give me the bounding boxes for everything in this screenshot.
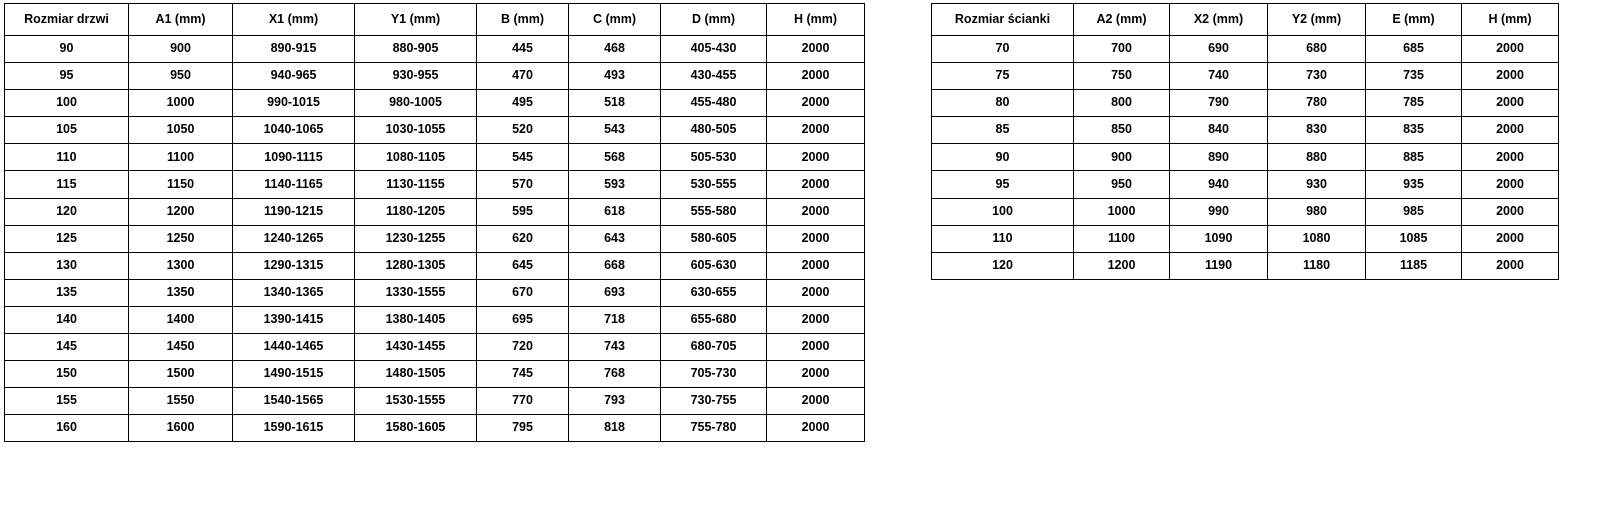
cell: 1350: [129, 279, 233, 306]
wall-table-body: [932, 36, 1559, 280]
cell: 1190-1215: [233, 198, 355, 225]
cell: 630-655: [661, 279, 767, 306]
cell: 2000: [767, 198, 865, 225]
cell: 130: [5, 252, 129, 279]
column-header-e: E (mm): [1366, 4, 1462, 36]
cell: 570: [477, 171, 569, 198]
cell: 1100: [129, 144, 233, 171]
cell: 985: [1366, 198, 1462, 225]
cell: 745: [477, 361, 569, 388]
cell: 655-680: [661, 306, 767, 333]
cell: 90: [932, 144, 1074, 171]
cell: 2000: [767, 171, 865, 198]
cell: 2000: [767, 388, 865, 415]
cell: 543: [569, 117, 661, 144]
cell: 940: [1170, 171, 1268, 198]
cell: 990: [1170, 198, 1268, 225]
cell: 518: [569, 90, 661, 117]
cell: 1430-1455: [355, 334, 477, 361]
cell: 690: [1170, 36, 1268, 63]
table-row: [5, 388, 865, 415]
cell: 470: [477, 63, 569, 90]
cell: 890-915: [233, 36, 355, 63]
cell: 120: [5, 198, 129, 225]
column-header-h: H (mm): [767, 4, 865, 36]
cell: 2000: [1462, 36, 1559, 63]
cell: 2000: [767, 252, 865, 279]
table-row: [5, 252, 865, 279]
cell: 730: [1268, 63, 1366, 90]
column-header-a2: A2 (mm): [1074, 4, 1170, 36]
cell: 695: [477, 306, 569, 333]
cell: 135: [5, 279, 129, 306]
cell: 100: [5, 90, 129, 117]
cell: 455-480: [661, 90, 767, 117]
cell: 720: [477, 334, 569, 361]
table-row: [5, 36, 865, 63]
cell: 790: [1170, 90, 1268, 117]
table-header-row: [5, 4, 865, 36]
table-row: [5, 171, 865, 198]
column-header-c: C (mm): [569, 4, 661, 36]
cell: 140: [5, 306, 129, 333]
column-header-h: H (mm): [1462, 4, 1559, 36]
cell: 1490-1515: [233, 361, 355, 388]
cell: 1540-1565: [233, 388, 355, 415]
cell: 1400: [129, 306, 233, 333]
cell: 1300: [129, 252, 233, 279]
cell: 1080: [1268, 225, 1366, 252]
cell: 900: [1074, 144, 1170, 171]
table-row: [5, 90, 865, 117]
cell: 885: [1366, 144, 1462, 171]
column-header-a1: A1 (mm): [129, 4, 233, 36]
cell: 2000: [767, 117, 865, 144]
wall-panel-dimensions-table: [931, 3, 1559, 280]
cell: 2000: [1462, 252, 1559, 279]
cell: 120: [932, 252, 1074, 279]
cell: 680: [1268, 36, 1366, 63]
cell: 1000: [129, 90, 233, 117]
cell: 2000: [1462, 171, 1559, 198]
cell: 693: [569, 279, 661, 306]
cell: 1080-1105: [355, 144, 477, 171]
cell: 530-555: [661, 171, 767, 198]
cell: 1250: [129, 225, 233, 252]
column-header-b: B (mm): [477, 4, 569, 36]
cell: 1530-1555: [355, 388, 477, 415]
cell: 110: [932, 225, 1074, 252]
cell: 620: [477, 225, 569, 252]
table-row: [932, 36, 1559, 63]
cell: 145: [5, 334, 129, 361]
cell: 110: [5, 144, 129, 171]
cell: 2000: [1462, 225, 1559, 252]
cell: 1185: [1366, 252, 1462, 279]
cell: 2000: [767, 334, 865, 361]
cell: 1190: [1170, 252, 1268, 279]
cell: 705-730: [661, 361, 767, 388]
cell: 1230-1255: [355, 225, 477, 252]
table-row: [932, 63, 1559, 90]
cell: 750: [1074, 63, 1170, 90]
cell: 1000: [1074, 198, 1170, 225]
cell: 405-430: [661, 36, 767, 63]
cell: 568: [569, 144, 661, 171]
table-row: [5, 144, 865, 171]
cell: 980: [1268, 198, 1366, 225]
cell: 1030-1055: [355, 117, 477, 144]
cell: 445: [477, 36, 569, 63]
cell: 495: [477, 90, 569, 117]
door-table-body: [5, 36, 865, 442]
cell: 718: [569, 306, 661, 333]
cell: 75: [932, 63, 1074, 90]
cell: 150: [5, 361, 129, 388]
table-row: [5, 117, 865, 144]
cell: 1180: [1268, 252, 1366, 279]
cell: 1180-1205: [355, 198, 477, 225]
column-header-rozmiar-scianki: Rozmiar ścianki: [932, 4, 1074, 36]
cell: 950: [129, 63, 233, 90]
cell: 785: [1366, 90, 1462, 117]
cell: 668: [569, 252, 661, 279]
cell: 1390-1415: [233, 306, 355, 333]
cell: 780: [1268, 90, 1366, 117]
cell: 100: [932, 198, 1074, 225]
cell: 1040-1065: [233, 117, 355, 144]
cell: 95: [932, 171, 1074, 198]
cell: 493: [569, 63, 661, 90]
cell: 95: [5, 63, 129, 90]
table-row: [932, 171, 1559, 198]
column-header-d: D (mm): [661, 4, 767, 36]
cell: 2000: [767, 63, 865, 90]
cell: 900: [129, 36, 233, 63]
cell: 1140-1165: [233, 171, 355, 198]
cell: 645: [477, 252, 569, 279]
table-row: [932, 225, 1559, 252]
table-row: [5, 198, 865, 225]
table-row: [5, 361, 865, 388]
cell: 618: [569, 198, 661, 225]
cell: 743: [569, 334, 661, 361]
cell: 2000: [767, 415, 865, 442]
cell: 685: [1366, 36, 1462, 63]
cell: 430-455: [661, 63, 767, 90]
cell: 1480-1505: [355, 361, 477, 388]
cell: 990-1015: [233, 90, 355, 117]
cell: 1440-1465: [233, 334, 355, 361]
column-header-x1: X1 (mm): [233, 4, 355, 36]
cell: 835: [1366, 117, 1462, 144]
cell: 85: [932, 117, 1074, 144]
table-row: [5, 225, 865, 252]
cell: 795: [477, 415, 569, 442]
cell: 2000: [767, 90, 865, 117]
cell: 670: [477, 279, 569, 306]
column-header-y1: Y1 (mm): [355, 4, 477, 36]
cell: 818: [569, 415, 661, 442]
table-row: [932, 144, 1559, 171]
cell: 830: [1268, 117, 1366, 144]
cell: 2000: [1462, 63, 1559, 90]
door-table-header: [5, 4, 865, 36]
cell: 2000: [767, 306, 865, 333]
cell: 2000: [767, 144, 865, 171]
cell: 155: [5, 388, 129, 415]
column-header-rozmiar-drzwi: Rozmiar drzwi: [5, 4, 129, 36]
cell: 643: [569, 225, 661, 252]
cell: 1090-1115: [233, 144, 355, 171]
cell: 840: [1170, 117, 1268, 144]
cell: 70: [932, 36, 1074, 63]
cell: 555-580: [661, 198, 767, 225]
cell: 930: [1268, 171, 1366, 198]
cell: 1600: [129, 415, 233, 442]
table-row: [932, 90, 1559, 117]
cell: 480-505: [661, 117, 767, 144]
cell: 800: [1074, 90, 1170, 117]
cell: 1200: [129, 198, 233, 225]
cell: 940-965: [233, 63, 355, 90]
cell: 505-530: [661, 144, 767, 171]
cell: 950: [1074, 171, 1170, 198]
column-header-x2: X2 (mm): [1170, 4, 1268, 36]
cell: 1500: [129, 361, 233, 388]
cell: 880: [1268, 144, 1366, 171]
cell: 1380-1405: [355, 306, 477, 333]
table-row: [5, 279, 865, 306]
table-row: [5, 306, 865, 333]
cell: 935: [1366, 171, 1462, 198]
cell: 2000: [767, 225, 865, 252]
cell: 1330-1555: [355, 279, 477, 306]
cell: 580-605: [661, 225, 767, 252]
cell: 90: [5, 36, 129, 63]
cell: 605-630: [661, 252, 767, 279]
cell: 2000: [767, 279, 865, 306]
cell: 768: [569, 361, 661, 388]
cell: 880-905: [355, 36, 477, 63]
cell: 1090: [1170, 225, 1268, 252]
cell: 1550: [129, 388, 233, 415]
cell: 593: [569, 171, 661, 198]
cell: 468: [569, 36, 661, 63]
cell: 980-1005: [355, 90, 477, 117]
cell: 1085: [1366, 225, 1462, 252]
cell: 125: [5, 225, 129, 252]
cell: 105: [5, 117, 129, 144]
cell: 2000: [767, 361, 865, 388]
cell: 1100: [1074, 225, 1170, 252]
cell: 2000: [1462, 144, 1559, 171]
cell: 160: [5, 415, 129, 442]
cell: 700: [1074, 36, 1170, 63]
wall-table-header: [932, 4, 1559, 36]
cell: 2000: [1462, 198, 1559, 225]
cell: 680-705: [661, 334, 767, 361]
cell: 730-755: [661, 388, 767, 415]
cell: 1290-1315: [233, 252, 355, 279]
table-row: [932, 252, 1559, 279]
column-header-y2: Y2 (mm): [1268, 4, 1366, 36]
cell: 735: [1366, 63, 1462, 90]
cell: 520: [477, 117, 569, 144]
cell: 2000: [1462, 90, 1559, 117]
door-dimensions-table: [4, 3, 865, 442]
table-row: [5, 415, 865, 442]
cell: 793: [569, 388, 661, 415]
cell: 1130-1155: [355, 171, 477, 198]
table-header-row: [932, 4, 1559, 36]
cell: 1450: [129, 334, 233, 361]
cell: 2000: [767, 36, 865, 63]
cell: 850: [1074, 117, 1170, 144]
cell: 1580-1605: [355, 415, 477, 442]
cell: 595: [477, 198, 569, 225]
cell: 115: [5, 171, 129, 198]
cell: 1050: [129, 117, 233, 144]
cell: 80: [932, 90, 1074, 117]
table-row: [5, 63, 865, 90]
cell: 1200: [1074, 252, 1170, 279]
cell: 1340-1365: [233, 279, 355, 306]
cell: 1150: [129, 171, 233, 198]
cell: 2000: [1462, 117, 1559, 144]
cell: 1280-1305: [355, 252, 477, 279]
cell: 1240-1265: [233, 225, 355, 252]
cell: 890: [1170, 144, 1268, 171]
table-row: [5, 334, 865, 361]
cell: 770: [477, 388, 569, 415]
cell: 1590-1615: [233, 415, 355, 442]
cell: 930-955: [355, 63, 477, 90]
cell: 740: [1170, 63, 1268, 90]
cell: 755-780: [661, 415, 767, 442]
cell: 545: [477, 144, 569, 171]
table-row: [932, 198, 1559, 225]
table-row: [932, 117, 1559, 144]
